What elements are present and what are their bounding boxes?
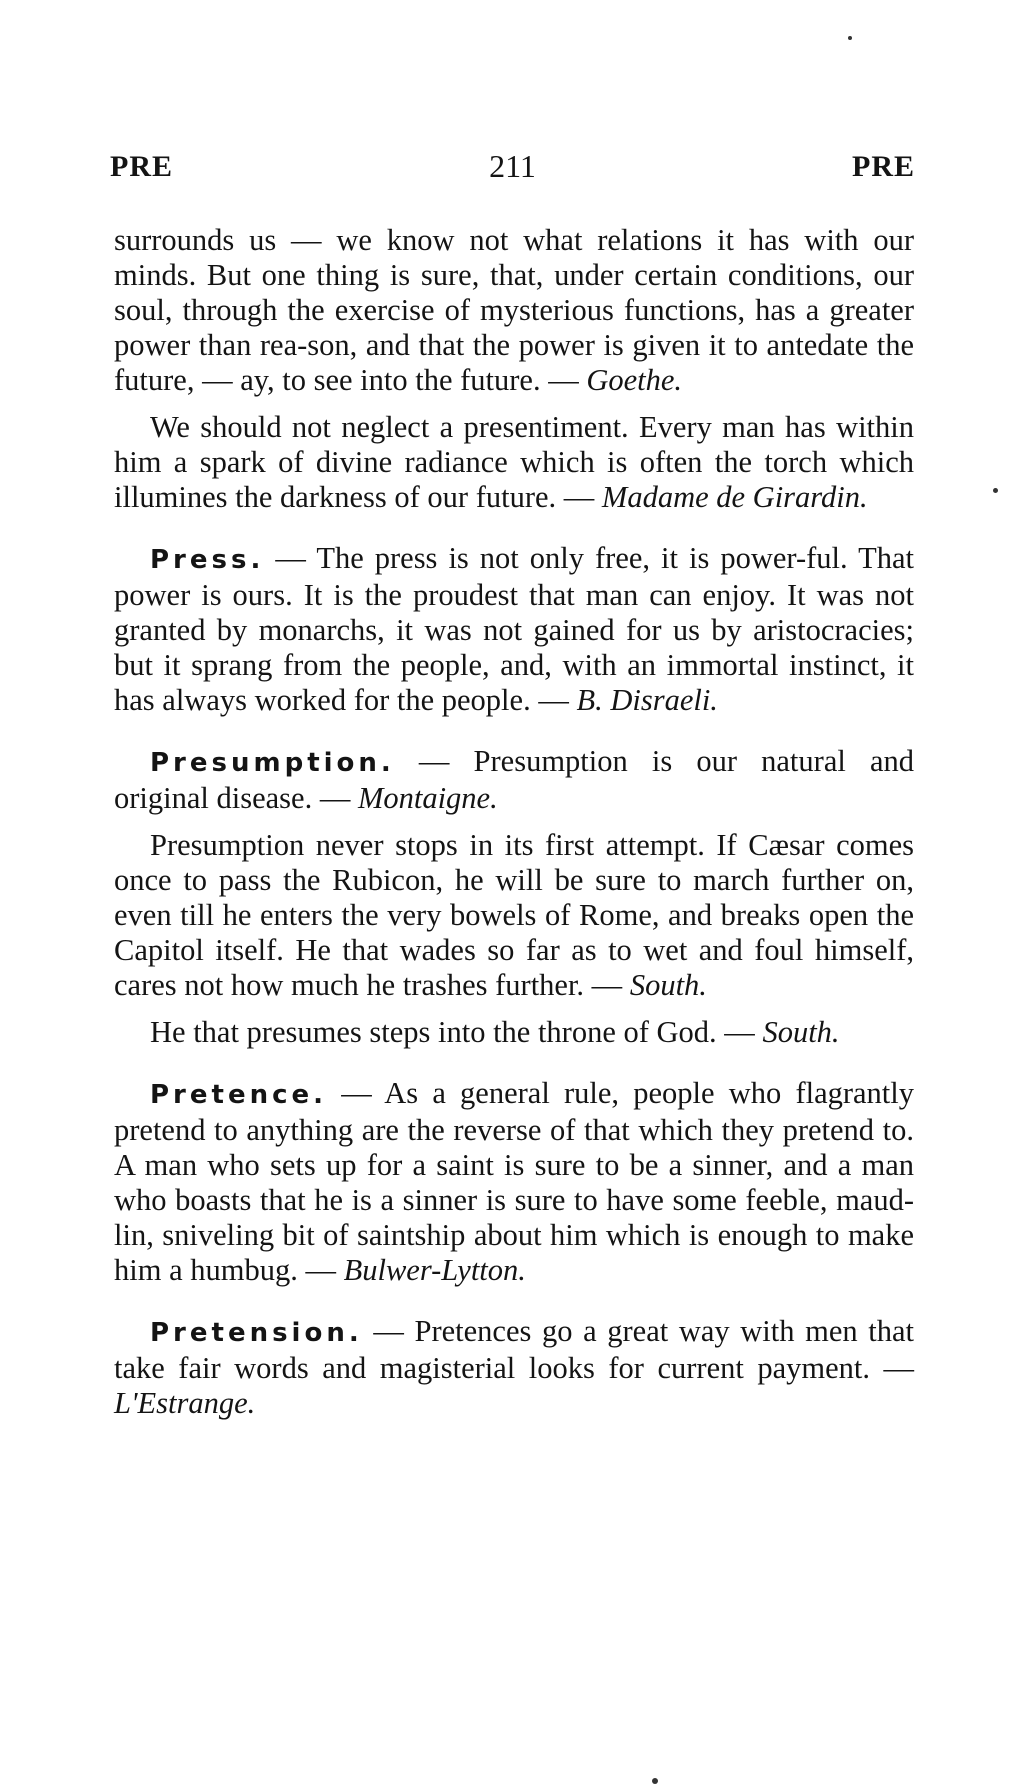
running-header [110,150,915,190]
quotation-paragraph [114,410,914,515]
topic-heading: Pretension. [150,1318,363,1348]
quotation-text: We should not neglect a presentiment. Every man has within him a spark of divine radiance which is often the torch which illumines the darkness of our future. — [114,410,914,514]
quotation-paragraph [114,828,914,1003]
topic-heading: Press. [150,545,265,575]
topic-heading: Pretence. [150,1080,328,1110]
quotation-author: Madame de Girardin. [601,480,868,514]
quotation-text: Presumption never stops in its first attempt. If Cæsar comes once to pass the Rubicon, he will be sure to march further on, even till he enters the very bowels of Rome, and breaks open the Capitol itself. He that wades so far as to wet and foul himself, cares not how much he trashes further. — [114,828,914,1002]
quotation-author: Goethe. [586,363,683,397]
page-body [114,223,914,1439]
quotation-author: B. Disraeli. [576,683,718,717]
topic-entry-pretence [114,1076,914,1288]
topic-entry-pretension [114,1314,914,1421]
quotation-paragraph [114,223,914,398]
quotation-author: L'Estrange. [114,1386,256,1420]
quotation-paragraph [114,1015,914,1050]
quotation-author: Bulwer-Lytton. [343,1253,526,1287]
print-speck [652,1778,658,1784]
topic-entry-press [114,541,914,718]
quotation-text: He that presumes steps into the throne of God. — [150,1015,763,1049]
page-number: 211 [489,148,536,184]
quotation-author: South. [629,968,707,1002]
topic-entry-presumption [114,744,914,816]
quotation-text: — Presumption is our natural and original disease. — [114,744,914,815]
print-speck [848,36,852,40]
quotation-author: Montaigne. [357,781,498,815]
quotation-text: — As a general rule, people who flagrantly pretend to anything are the reverse of that which they pretend to. A man who sets up for a saint is sure to be a sinner, and a man who boasts that he is a sinner is sure to have some feeble, maud-lin, sniveling bit of saintship about him which is enough to make him a humbug. — [114,1076,914,1287]
topic-heading: Presumption. [150,748,395,778]
header-guide-word-right: PRE [852,150,915,183]
print-speck [993,488,998,493]
header-guide-word-left: PRE [110,150,173,183]
quotation-author: South. [762,1015,840,1049]
quotation-text: surrounds us — we know not what relations it has with our minds. But one thing is sure, that, under certain conditions, our soul, through the exercise of mysterious functions, has a greater power than rea-son, and that the power is given it to antedate the future, — ay, to see into the future. — [114,223,914,397]
quotation-text: — The press is not only free, it is power-ful. That power is ours. It is the proudest that man can enjoy. It was not granted by monarchs, it was not gained for us by aristocracies; but it sprang from the people, and, with an immortal instinct, it has always worked for the people. — [114,541,914,717]
quotation-text: — Pretences go a great way with men that take fair words and magisterial looks for current payment. — [114,1314,914,1385]
